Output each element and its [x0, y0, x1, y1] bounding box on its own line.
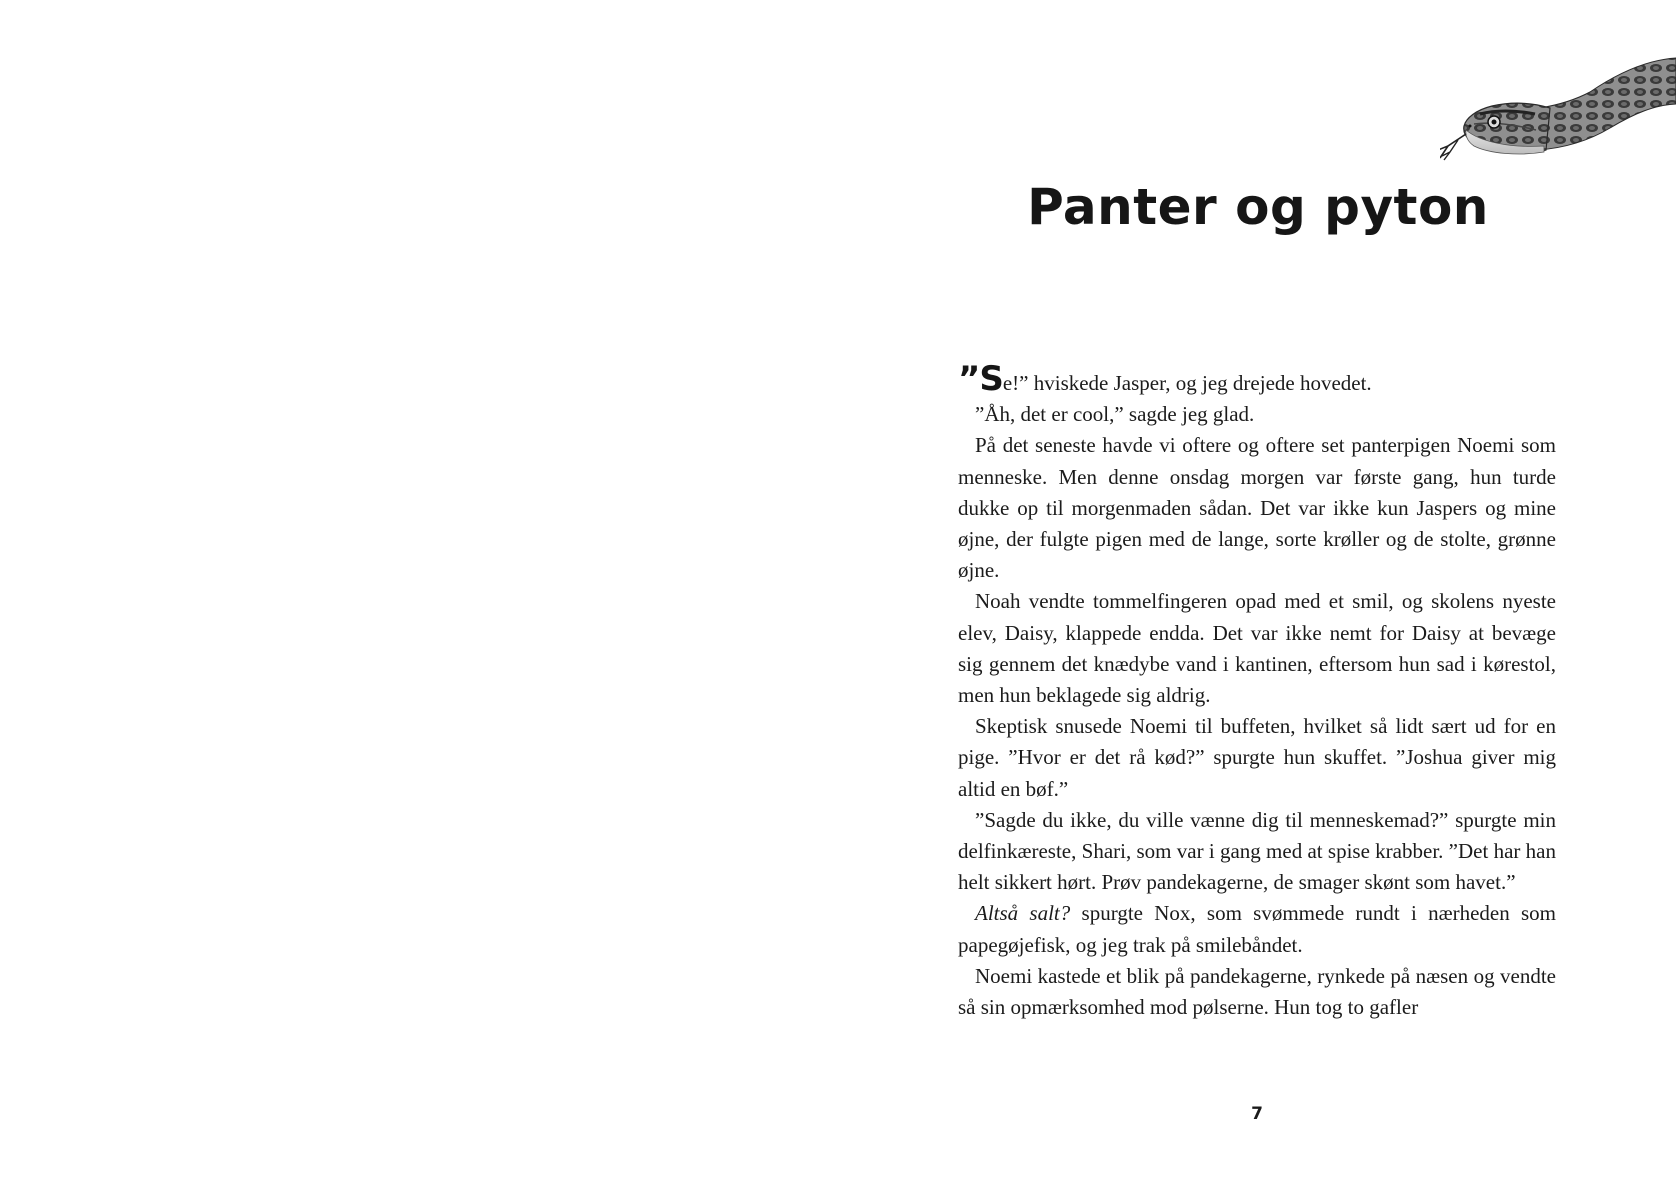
paragraph-3: På det seneste havde vi oftere og oftere set panterpigen Noemi som menneske. Men denne onsdag morgen var første gang, hun turde dukke op til morgenmaden sådan. Det var ikke kun Jaspers og mine øjne, der fulgte pigen med de lange, sorte krøller og de stolte, grønne øjne. [958, 433, 1556, 583]
paragraph-1-text: e!” hviskede Jasper, og jeg drejede hovedet. [1002, 371, 1372, 395]
paragraph-4: Noah vendte tommelfingeren opad med et smil, og skolens nyeste elev, Daisy, klappede endda. Det var ikke nemt for Daisy at bevæge sig gennem det knædybe vand i kantinen, eftersom hun sad i kørestol, men hun beklagede sig aldrig. [958, 589, 1556, 708]
drop-cap: ”S [958, 359, 1003, 399]
python-snake-illustration [1440, 50, 1676, 180]
paragraph-5: Skeptisk snusede Noemi til buffeten, hvilket så lidt sært ud for en pige. ”Hvor er det rå kød?” spurgte hun skuffet. ”Joshua giver mig altid en bøf.” [958, 714, 1556, 801]
paragraph-6: ”Sagde du ikke, du ville vænne dig til menneskemad?” spurgte min delfinkæreste, Shari, som var i gang med at spise krabber. ”Det har han helt sikkert hørt. Prøv pandekagerne, de smager skønt som havet.” [958, 807, 1556, 895]
paragraph-7-text: spurgte Nox, som svømmede rundt i nærheden som papegøjefisk, og jeg trak på smilebåndet. [958, 901, 1556, 957]
paragraph-1 [958, 359, 1556, 399]
chapter-body-text [958, 359, 1556, 1023]
page-number: 7 [1251, 1104, 1263, 1124]
paragraph-8: Noemi kastede et blik på pandekagerne, rynkede på næsen og vendte så sin opmærksomhed mod pølserne. Hun tog to gafler [958, 963, 1556, 1020]
chapter-title: Panter og pyton [1027, 178, 1489, 236]
italic-thought: Altså salt? [975, 901, 1071, 926]
paragraph-7 [958, 898, 1556, 960]
paragraph-2: ”Åh, det er cool,” sagde jeg glad. [975, 402, 1255, 427]
